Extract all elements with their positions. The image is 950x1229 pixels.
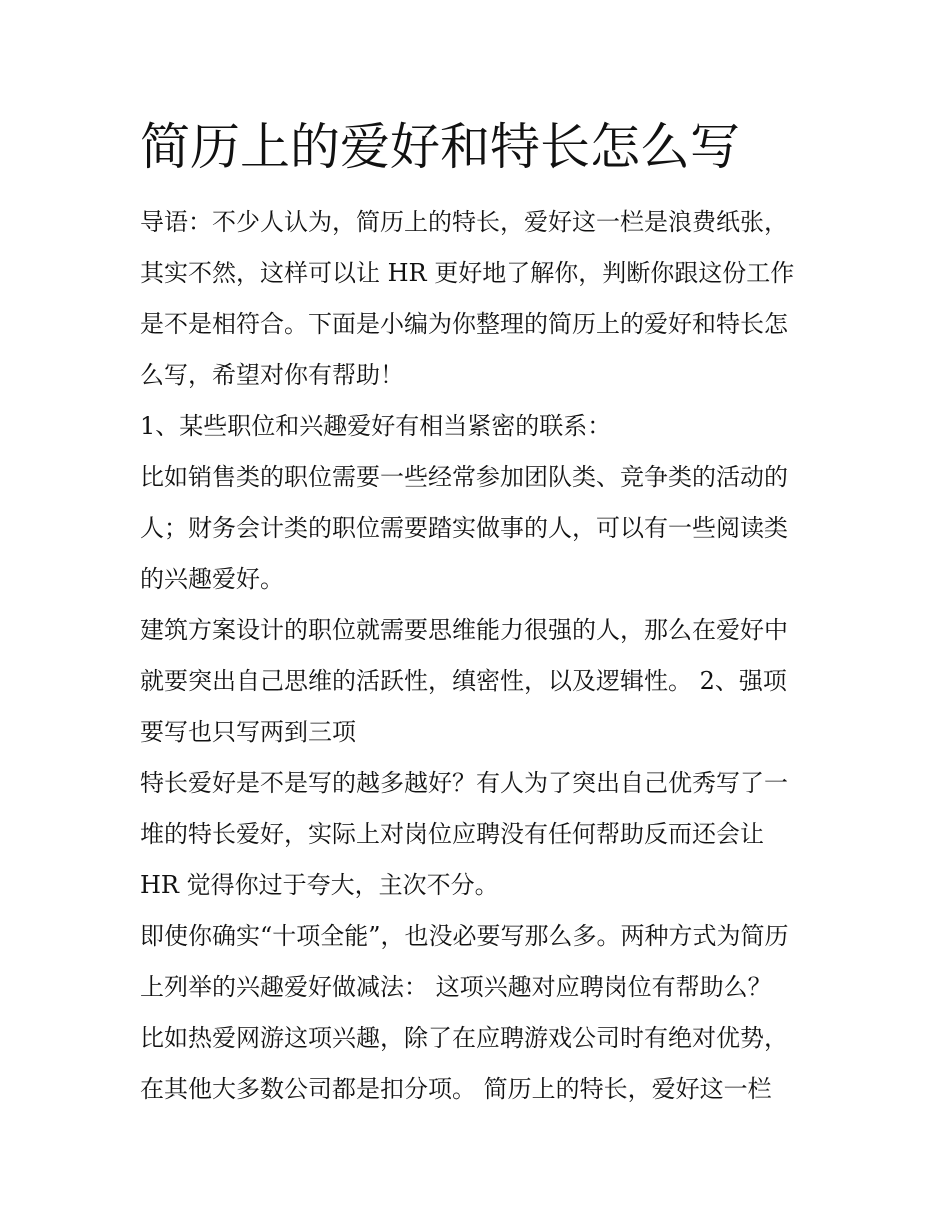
body-line: 比如销售类的职位需要一些经常参加团队类、竞争类的活动的 xyxy=(140,463,788,491)
body-line: 就要突出自己思维的活跃性，缜密性，以及逻辑性。 2、强项 xyxy=(140,667,787,695)
body-line: 上列举的兴趣爱好做减法： 这项兴趣对应聘岗位有帮助么？ xyxy=(140,973,772,1001)
body-line: 人；财务会计类的职位需要踏实做事的人，可以有一些阅读类 xyxy=(140,514,788,542)
body-line: 在其他大多数公司都是扣分项。 简历上的特长，爱好这一栏 xyxy=(140,1075,772,1103)
body-line: 的兴趣爱好。 xyxy=(140,565,284,593)
body-line: 堆的特长爱好，实际上对岗位应聘没有任何帮助反而还会让 xyxy=(140,820,764,848)
body-line: 特长爱好是不是写的越多越好？有人为了突出自己优秀写了一 xyxy=(140,769,788,797)
body-line: 建筑方案设计的职位就需要思维能力很强的人，那么在爱好中 xyxy=(140,616,788,644)
body-line: 么写，希望对你有帮助！ xyxy=(140,361,404,389)
body-line: 要写也只写两到三项 xyxy=(140,718,356,746)
body-line: 是不是相符合。下面是小编为你整理的简历上的爱好和特长怎 xyxy=(140,310,788,338)
body-line: 1、某些职位和兴趣爱好有相当紧密的联系： xyxy=(140,412,612,440)
body-line: 比如热爱网游这项兴趣，除了在应聘游戏公司时有绝对优势， xyxy=(140,1024,788,1052)
body-line: HR 觉得你过于夸大，主次不分。 xyxy=(140,871,499,899)
body-line: 导语：不少人认为，简历上的特长，爱好这一栏是浪费纸张， xyxy=(140,208,788,236)
body-line: 即使你确实“十项全能”，也没必要写那么多。两种方式为简历 xyxy=(140,922,789,950)
document-title: 简历上的爱好和特长怎么写 xyxy=(140,118,740,176)
body-line: 其实不然，这样可以让 HR 更好地了解你，判断你跟这份工作 xyxy=(140,259,795,287)
